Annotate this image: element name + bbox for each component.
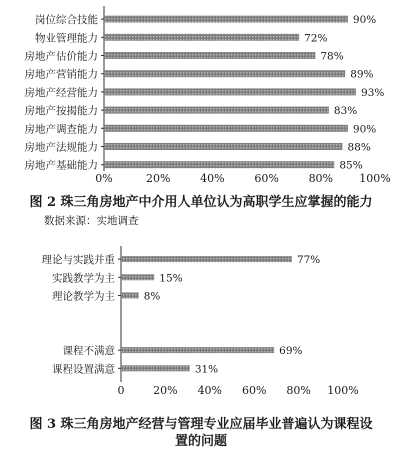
chart1-data-label: 85% — [339, 159, 363, 172]
chart1-category-label: 房地产法规能力 — [24, 141, 98, 154]
chart2-category-label: 课程设置满意 — [52, 363, 115, 376]
chart1-title: 图 2 珠三角房地产中介用人单位认为高职学生应掌握的能力 — [29, 195, 373, 210]
chart2-x-tick-label: 60% — [241, 384, 267, 397]
chart2-data-label: 15% — [159, 272, 183, 285]
chart2-bar — [121, 365, 190, 371]
chart1-x-tick-label: 100% — [359, 172, 391, 185]
chart1-bar — [104, 16, 348, 23]
chart1-category-label: 物业管理能力 — [35, 32, 98, 45]
chart1-category-label: 房地产经营能力 — [24, 86, 98, 99]
chart1-x-tick-label: 20% — [145, 172, 171, 185]
chart2-data-label: 31% — [194, 363, 219, 376]
chart2-category-label: 理论与实践并重 — [41, 254, 115, 267]
chart2-data-label: 8% — [143, 290, 161, 303]
chart2-x-tick-label: 20% — [153, 384, 178, 397]
chart1-data-label: 90% — [352, 14, 377, 27]
chart2-bar — [121, 274, 154, 280]
chart2-title-line2: 置的问题 — [174, 434, 227, 449]
chart2-bar — [121, 256, 292, 262]
chart1-data-label: 93% — [361, 86, 385, 99]
chart1-x-tick-label: 60% — [254, 172, 279, 185]
chart1-bar — [104, 125, 348, 132]
chart1-bar — [104, 161, 334, 168]
chart2-bar — [121, 347, 274, 353]
chart2-x-tick-label: 80% — [286, 384, 311, 397]
chart1-x-tick-label: 80% — [308, 172, 334, 185]
chart1-category-label: 房地产基础能力 — [24, 159, 98, 172]
chart2-category-label: 课程不满意 — [62, 345, 115, 358]
chart1-bar — [104, 143, 342, 150]
chart1-category-label: 岗位综合技能 — [35, 14, 98, 27]
chart1-bar — [104, 88, 356, 95]
chart1-bar — [104, 107, 329, 114]
chart1-data-label: 89% — [350, 68, 374, 81]
chart1-x-tick-label: 40% — [200, 172, 225, 185]
chart1-x-tick-label: 0% — [95, 172, 113, 185]
chart1-category-label: 房地产营销能力 — [24, 68, 98, 81]
chart2-category-label: 理论教学为主 — [52, 290, 115, 303]
chart1-data-label: 83% — [333, 105, 358, 118]
chart1-category-label: 房地产按揭能力 — [24, 105, 98, 118]
chart2-bar — [121, 293, 139, 299]
chart1-data-label: 78% — [320, 50, 344, 63]
chart1-bar — [104, 52, 315, 59]
chart2-x-tick-label: 0 — [117, 384, 125, 397]
chart1-data-label: 72% — [304, 32, 328, 45]
chart1-data-label: 88% — [347, 141, 371, 154]
chart1-bar — [104, 34, 299, 41]
chart1-data-label: 90% — [352, 123, 377, 136]
chart2-x-tick-label: 100% — [327, 384, 359, 397]
chart2-data-label: 77% — [296, 254, 321, 267]
chart2-x-tick-label: 40% — [197, 384, 223, 397]
chart1-category-label: 房地产调查能力 — [24, 123, 98, 136]
chart2-category-label: 实践教学为主 — [52, 272, 115, 285]
chart1-source: 数据来源：实地调查 — [44, 215, 139, 227]
chart1-bar — [104, 70, 345, 77]
chart2-title-line1: 图 3 珠三角房地产经营与管理专业应届毕业普遍认为课程设 — [29, 417, 373, 432]
chart2-data-label: 69% — [279, 345, 303, 358]
chart1-category-label: 房地产估价能力 — [24, 50, 98, 63]
